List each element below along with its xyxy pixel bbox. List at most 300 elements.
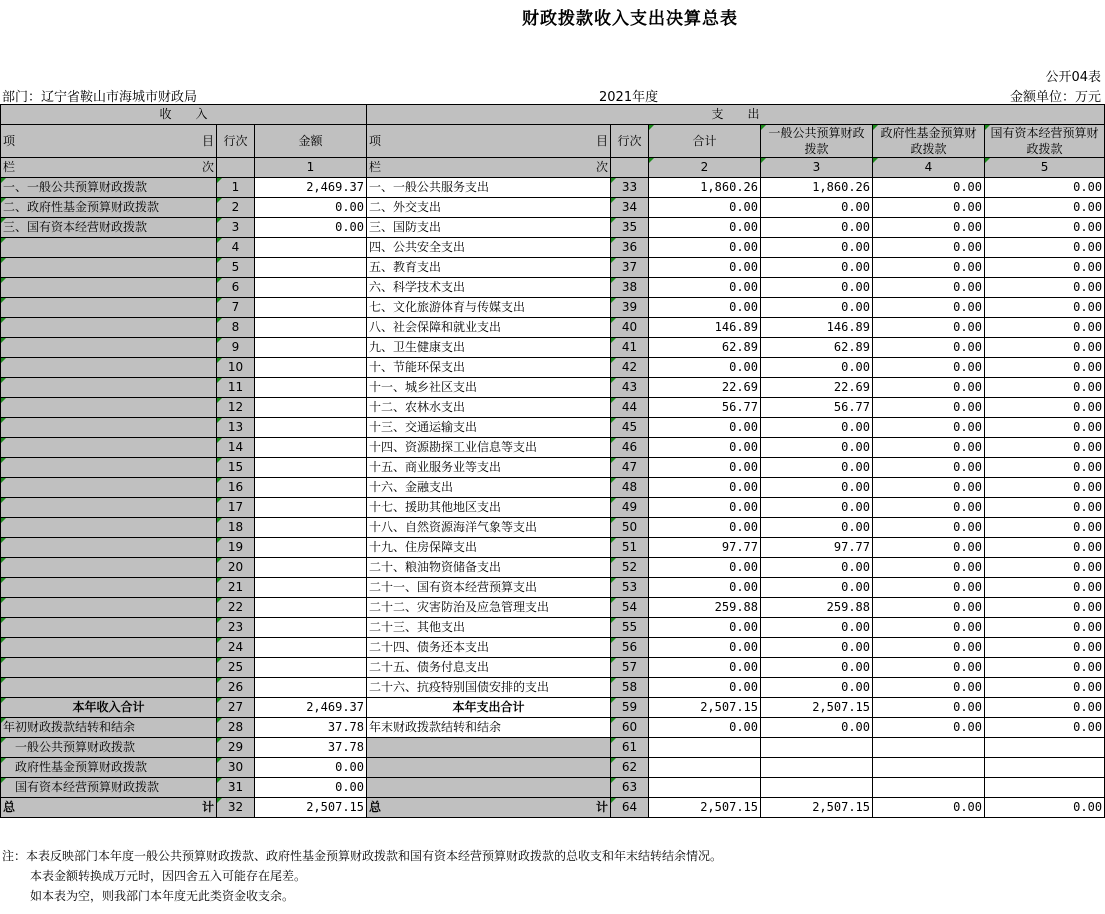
expense-fund: 0.00: [873, 198, 985, 218]
expense-general: 0.00: [761, 578, 873, 598]
income-item-name: [1, 438, 217, 458]
expense-row-no: 47: [611, 458, 649, 478]
expense-general: [761, 758, 873, 778]
expense-row-no: 50: [611, 518, 649, 538]
expense-total: 0.00: [649, 258, 761, 278]
expense-item-name: 六、科学技术支出: [367, 278, 611, 298]
expense-row-no: 54: [611, 598, 649, 618]
income-col-rowno: [217, 158, 255, 178]
table-row: [1, 598, 1105, 618]
expense-fund: 0.00: [873, 298, 985, 318]
expense-total: 0.00: [649, 298, 761, 318]
income-subtotal-amount: 2,469.37: [255, 698, 367, 718]
expense-fund: [873, 738, 985, 758]
income-row-no: 10: [217, 358, 255, 378]
expense-state-capital: 0.00: [985, 578, 1105, 598]
fiscal-year: 2021年度: [599, 90, 659, 105]
expense-row-no: 56: [611, 638, 649, 658]
income-row-no: 31: [217, 778, 255, 798]
expense-total: 0.00: [649, 718, 761, 738]
expense-fund: 0.00: [873, 378, 985, 398]
expense-fund: 0.00: [873, 418, 985, 438]
income-col-label: 栏 次: [1, 158, 217, 178]
expense-fund: 0.00: [873, 538, 985, 558]
expense-item-name: 十、节能环保支出: [367, 358, 611, 378]
income-row-no: 14: [217, 438, 255, 458]
expense-row-no: 59: [611, 698, 649, 718]
expense-fund: [873, 778, 985, 798]
expense-row-no: 41: [611, 338, 649, 358]
income-item-name: [1, 258, 217, 278]
expense-row-no: 53: [611, 578, 649, 598]
expense-state-capital: 0.00: [985, 238, 1105, 258]
expense-state-capital: 0.00: [985, 218, 1105, 238]
expense-row-no: 51: [611, 538, 649, 558]
expense-fund: 0.00: [873, 178, 985, 198]
expense-row-no: 63: [611, 778, 649, 798]
expense-total: 0.00: [649, 578, 761, 598]
form-number: 公开04表: [1045, 70, 1101, 85]
income-item-name: 三、国有资本经营财政拨款: [1, 218, 217, 238]
expense-state-capital: 0.00: [985, 678, 1105, 698]
expense-total: 2,507.15: [649, 798, 761, 818]
income-row-no: 18: [217, 518, 255, 538]
expense-item-name: 十六、金融支出: [367, 478, 611, 498]
expense-state-capital: 0.00: [985, 618, 1105, 638]
table-row: [1, 578, 1105, 598]
expense-total: 62.89: [649, 338, 761, 358]
expense-general: 0.00: [761, 678, 873, 698]
expense-state-capital: 0.00: [985, 298, 1105, 318]
income-carryover-sub-amount: 37.78: [255, 738, 367, 758]
expense-fund: 0.00: [873, 658, 985, 678]
fund-budget-header: 政府性基金预算财政拨款: [873, 125, 985, 158]
expense-total: 22.69: [649, 378, 761, 398]
income-item-name: [1, 518, 217, 538]
income-amount: [255, 638, 367, 658]
col-index-3: 3: [761, 158, 873, 178]
expense-general: 0.00: [761, 658, 873, 678]
expense-row-no: 34: [611, 198, 649, 218]
income-item-header: 项 目: [1, 125, 217, 158]
table-row: [1, 478, 1105, 498]
expense-general: [761, 738, 873, 758]
income-row-no: 23: [217, 618, 255, 638]
table-row: [1, 398, 1105, 418]
expense-fund: 0.00: [873, 438, 985, 458]
income-amount: 0.00: [255, 218, 367, 238]
expense-fund: 0.00: [873, 678, 985, 698]
carryover-sub-row: [1, 778, 1105, 798]
expense-state-capital: [985, 738, 1105, 758]
expense-general: 0.00: [761, 638, 873, 658]
income-row-no: 28: [217, 718, 255, 738]
income-item-name: [1, 298, 217, 318]
expense-fund: 0.00: [873, 578, 985, 598]
income-row-no: 5: [217, 258, 255, 278]
income-item-name: [1, 398, 217, 418]
expense-row-no: 38: [611, 278, 649, 298]
expense-fund: 0.00: [873, 598, 985, 618]
income-item-name: [1, 558, 217, 578]
expense-total: 0.00: [649, 458, 761, 478]
income-row-no: 21: [217, 578, 255, 598]
expense-state-capital: 0.00: [985, 318, 1105, 338]
income-row-no: 26: [217, 678, 255, 698]
table-row: [1, 258, 1105, 278]
income-row-no: 22: [217, 598, 255, 618]
expense-item-name: 十五、商业服务业等支出: [367, 458, 611, 478]
income-row-no: 4: [217, 238, 255, 258]
expense-total: 0.00: [649, 438, 761, 458]
expense-general: 0.00: [761, 218, 873, 238]
expense-row-no: 40: [611, 318, 649, 338]
grand-total-row: [1, 798, 1105, 818]
expense-row-no: 33: [611, 178, 649, 198]
table-row: [1, 438, 1105, 458]
table-row: [1, 538, 1105, 558]
income-carryover-sub-label: 国有资本经营预算财政拨款: [1, 778, 217, 798]
income-item-name: 二、政府性基金预算财政拨款: [1, 198, 217, 218]
expense-empty-label: [367, 758, 611, 778]
expense-total: 259.88: [649, 598, 761, 618]
expense-total: 0.00: [649, 358, 761, 378]
expense-item-name: 十四、资源勘探工业信息等支出: [367, 438, 611, 458]
expense-general: 146.89: [761, 318, 873, 338]
expense-fund: 0.00: [873, 718, 985, 738]
income-item-name: [1, 338, 217, 358]
income-amount: [255, 318, 367, 338]
table-row: [1, 358, 1105, 378]
expense-item-name: 五、教育支出: [367, 258, 611, 278]
expense-row-no: 62: [611, 758, 649, 778]
expense-state-capital: 0.00: [985, 478, 1105, 498]
expense-total: 0.00: [649, 238, 761, 258]
income-amount: 2,469.37: [255, 178, 367, 198]
expense-row-no: 49: [611, 498, 649, 518]
income-row-no: 15: [217, 458, 255, 478]
expense-total: 0.00: [649, 678, 761, 698]
expense-fund: 0.00: [873, 638, 985, 658]
expense-state-capital: 0.00: [985, 178, 1105, 198]
income-amount: [255, 678, 367, 698]
expense-row-no: 55: [611, 618, 649, 638]
table-row: [1, 678, 1105, 698]
table-row: [1, 378, 1105, 398]
expense-row-no: 45: [611, 418, 649, 438]
income-row-no: 32: [217, 798, 255, 818]
col-index-1: 1: [255, 158, 367, 178]
expense-item-name: 十二、农林水支出: [367, 398, 611, 418]
expense-general: 0.00: [761, 358, 873, 378]
expense-fund: 0.00: [873, 498, 985, 518]
expense-state-capital: 0.00: [985, 198, 1105, 218]
expense-general: 0.00: [761, 518, 873, 538]
income-amount: [255, 298, 367, 318]
income-row-no: 8: [217, 318, 255, 338]
state-capital-header: 国有资本经营预算财政拨款: [985, 125, 1105, 158]
income-carryover-sub-amount: 0.00: [255, 758, 367, 778]
expense-item-name: 二十四、债务还本支出: [367, 638, 611, 658]
expense-general: 0.00: [761, 718, 873, 738]
expense-state-capital: 0.00: [985, 338, 1105, 358]
table-row: [1, 638, 1105, 658]
income-grand-total: 2,507.15: [255, 798, 367, 818]
income-row-no: 2: [217, 198, 255, 218]
expense-row-no: 48: [611, 478, 649, 498]
table-row: [1, 458, 1105, 478]
income-amount: 0.00: [255, 198, 367, 218]
expense-general: 0.00: [761, 198, 873, 218]
table-row: [1, 218, 1105, 238]
table-row: [1, 278, 1105, 298]
expense-fund: 0.00: [873, 218, 985, 238]
expense-item-name: 二十、粮油物资储备支出: [367, 558, 611, 578]
income-grand-total-label: 总 计: [1, 798, 217, 818]
income-carryover-label: 年初财政拨款结转和结余: [1, 718, 217, 738]
expense-total: 0.00: [649, 478, 761, 498]
income-amount: [255, 478, 367, 498]
income-carryover-amount: 37.78: [255, 718, 367, 738]
income-amount: [255, 258, 367, 278]
expense-fund: 0.00: [873, 618, 985, 638]
income-row-no: 9: [217, 338, 255, 358]
expense-general: 22.69: [761, 378, 873, 398]
table-row: [1, 178, 1105, 198]
expense-general: 2,507.15: [761, 798, 873, 818]
expense-general: 0.00: [761, 238, 873, 258]
expense-total: 97.77: [649, 538, 761, 558]
expense-col-label: 栏 次: [367, 158, 611, 178]
income-item-name: [1, 278, 217, 298]
income-carryover-sub-amount: 0.00: [255, 778, 367, 798]
income-amount-header: 金额: [255, 125, 367, 158]
income-amount: [255, 338, 367, 358]
expense-fund: 0.00: [873, 458, 985, 478]
expense-fund: 0.00: [873, 278, 985, 298]
income-amount: [255, 398, 367, 418]
expense-general: 2,507.15: [761, 698, 873, 718]
expense-fund: 0.00: [873, 318, 985, 338]
expense-carryover-label: 年末财政拨款结转和结余: [367, 718, 611, 738]
income-item-name: [1, 378, 217, 398]
expense-general: [761, 778, 873, 798]
expense-row-no: 46: [611, 438, 649, 458]
expense-fund: 0.00: [873, 798, 985, 818]
income-item-name: [1, 478, 217, 498]
expense-state-capital: 0.00: [985, 498, 1105, 518]
expense-fund: 0.00: [873, 518, 985, 538]
expense-item-name: 十一、城乡社区支出: [367, 378, 611, 398]
expense-total: 0.00: [649, 498, 761, 518]
table-row: [1, 498, 1105, 518]
expense-total: [649, 778, 761, 798]
expense-state-capital: 0.00: [985, 658, 1105, 678]
expense-fund: 0.00: [873, 698, 985, 718]
group-header-row: [1, 105, 1105, 125]
report-title: 财政拨款收入支出决算总表: [522, 9, 738, 29]
general-budget-header: 一般公共预算财政拨款: [761, 125, 873, 158]
expense-state-capital: 0.00: [985, 398, 1105, 418]
income-row-no: 13: [217, 418, 255, 438]
expense-state-capital: [985, 778, 1105, 798]
table-row: [1, 198, 1105, 218]
table-row: [1, 298, 1105, 318]
expense-total: 146.89: [649, 318, 761, 338]
expense-total: 0.00: [649, 198, 761, 218]
expense-fund: 0.00: [873, 558, 985, 578]
income-amount: [255, 238, 367, 258]
expense-row-no: 39: [611, 298, 649, 318]
income-row-no: 3: [217, 218, 255, 238]
income-row-no: 24: [217, 638, 255, 658]
expense-general: 1,860.26: [761, 178, 873, 198]
expense-item-name: 十三、交通运输支出: [367, 418, 611, 438]
expense-row-no: 36: [611, 238, 649, 258]
table-row: [1, 558, 1105, 578]
income-item-name: 一、一般公共预算财政拨款: [1, 178, 217, 198]
expense-item-name: 一、一般公共服务支出: [367, 178, 611, 198]
income-amount: [255, 598, 367, 618]
table-row: [1, 518, 1105, 538]
income-amount: [255, 518, 367, 538]
income-row-no: 27: [217, 698, 255, 718]
expense-total: 56.77: [649, 398, 761, 418]
expense-general: 0.00: [761, 618, 873, 638]
table-row: [1, 318, 1105, 338]
expense-general: 0.00: [761, 458, 873, 478]
expense-total: 0.00: [649, 618, 761, 638]
expense-total: 0.00: [649, 518, 761, 538]
budget-summary-table: [0, 104, 1105, 818]
expense-fund: [873, 758, 985, 778]
expense-item-name: 二十五、债务付息支出: [367, 658, 611, 678]
income-row-no: 6: [217, 278, 255, 298]
expense-general: 97.77: [761, 538, 873, 558]
column-index-row: [1, 158, 1105, 178]
expense-empty-label: [367, 738, 611, 758]
expense-general: 259.88: [761, 598, 873, 618]
income-item-name: [1, 578, 217, 598]
expense-subtotal-label: 本年支出合计: [367, 698, 611, 718]
income-item-name: [1, 538, 217, 558]
expense-state-capital: 0.00: [985, 378, 1105, 398]
expense-row-no: 43: [611, 378, 649, 398]
expense-state-capital: 0.00: [985, 538, 1105, 558]
income-amount: [255, 578, 367, 598]
income-item-name: [1, 498, 217, 518]
footnote-1: 注：本表反映部门本年度一般公共预算财政拨款、政府性基金预算财政拨款和国有资本经营预算财政拨款的总收支和年末结转结余情况。: [2, 849, 723, 863]
expense-item-header: 项 目: [367, 125, 611, 158]
expense-general: 62.89: [761, 338, 873, 358]
expense-state-capital: 0.00: [985, 598, 1105, 618]
expense-total: 0.00: [649, 638, 761, 658]
income-amount: [255, 618, 367, 638]
income-row-no: 25: [217, 658, 255, 678]
income-amount: [255, 438, 367, 458]
expense-item-name: 三、国防支出: [367, 218, 611, 238]
expense-row-no: 60: [611, 718, 649, 738]
expense-row-no: 58: [611, 678, 649, 698]
income-item-name: [1, 358, 217, 378]
expense-item-name: 十七、援助其他地区支出: [367, 498, 611, 518]
amount-unit: 金额单位：万元: [1009, 90, 1101, 105]
income-amount: [255, 538, 367, 558]
expense-state-capital: 0.00: [985, 458, 1105, 478]
expense-row-no: 61: [611, 738, 649, 758]
expense-fund: 0.00: [873, 238, 985, 258]
expense-fund: 0.00: [873, 478, 985, 498]
income-amount: [255, 498, 367, 518]
income-rowno-header: 行次: [217, 125, 255, 158]
expense-grand-total-label: 总 计: [367, 798, 611, 818]
expense-fund: 0.00: [873, 258, 985, 278]
footnotes: [2, 846, 722, 906]
expense-fund: 0.00: [873, 358, 985, 378]
expense-fund: 0.00: [873, 398, 985, 418]
income-group-header: 收 入: [1, 105, 367, 125]
expense-total: 0.00: [649, 558, 761, 578]
expense-row-no: 57: [611, 658, 649, 678]
income-item-name: [1, 418, 217, 438]
expense-item-name: 七、文化旅游体育与传媒支出: [367, 298, 611, 318]
expense-state-capital: 0.00: [985, 518, 1105, 538]
expense-item-name: 二十二、灾害防治及应急管理支出: [367, 598, 611, 618]
expense-state-capital: 0.00: [985, 258, 1105, 278]
income-row-no: 7: [217, 298, 255, 318]
expense-state-capital: 0.00: [985, 558, 1105, 578]
expense-item-name: 八、社会保障和就业支出: [367, 318, 611, 338]
expense-item-name: 二、外交支出: [367, 198, 611, 218]
expense-total: 0.00: [649, 218, 761, 238]
expense-item-name: 二十六、抗疫特别国债安排的支出: [367, 678, 611, 698]
income-row-no: 1: [217, 178, 255, 198]
expense-item-name: 二十一、国有资本经营预算支出: [367, 578, 611, 598]
expense-row-no: 42: [611, 358, 649, 378]
expense-row-no: 35: [611, 218, 649, 238]
expense-state-capital: 0.00: [985, 278, 1105, 298]
income-amount: [255, 418, 367, 438]
expense-total: 0.00: [649, 278, 761, 298]
expense-item-name: 二十三、其他支出: [367, 618, 611, 638]
expense-state-capital: 0.00: [985, 718, 1105, 738]
income-row-no: 30: [217, 758, 255, 778]
income-row-no: 20: [217, 558, 255, 578]
table-row: [1, 618, 1105, 638]
expense-fund: 0.00: [873, 338, 985, 358]
expense-state-capital: 0.00: [985, 418, 1105, 438]
expense-general: 0.00: [761, 278, 873, 298]
table-row: [1, 658, 1105, 678]
expense-total: 0.00: [649, 658, 761, 678]
income-subtotal-label: 本年收入合计: [1, 698, 217, 718]
income-amount: [255, 458, 367, 478]
expense-state-capital: 0.00: [985, 698, 1105, 718]
income-item-name: [1, 458, 217, 478]
income-amount: [255, 378, 367, 398]
income-row-no: 29: [217, 738, 255, 758]
expense-rowno-header: 行次: [611, 125, 649, 158]
income-carryover-sub-label: 一般公共预算财政拨款: [1, 738, 217, 758]
expense-group-header: 支 出: [367, 105, 1105, 125]
table-row: [1, 338, 1105, 358]
expense-general: 0.00: [761, 258, 873, 278]
footnote-3: 如本表为空，则我部门本年度无此类资金收支余。: [30, 889, 295, 903]
income-item-name: [1, 238, 217, 258]
expense-general: 0.00: [761, 298, 873, 318]
income-item-name: [1, 678, 217, 698]
expense-state-capital: 0.00: [985, 358, 1105, 378]
